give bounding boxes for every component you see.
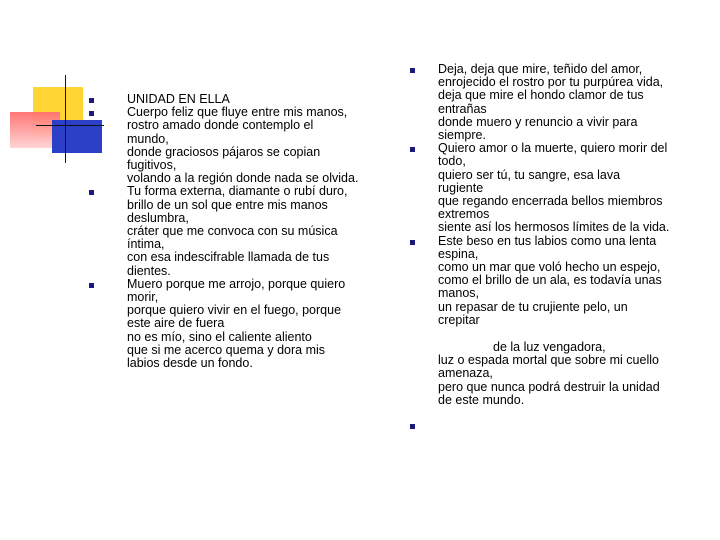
empty-bullet-item: [438, 419, 703, 433]
stanza-1: [127, 106, 392, 185]
text-line: íntima,: [127, 237, 165, 252]
text-line: Este beso en tus labios como una lenta: [438, 233, 657, 248]
decor-horizontal-line: [36, 125, 104, 126]
bullet-icon: [410, 424, 415, 429]
bullet-icon: [89, 190, 94, 195]
text-line: Tu forma externa, diamante o rubí duro,: [127, 184, 348, 199]
text-line: dientes.: [127, 263, 171, 278]
text-line: Quiero amor o la muerte, quiero morir del: [438, 141, 668, 156]
text-line: quiero ser tú, tu sangre, esa lava: [438, 167, 621, 182]
text-line: siempre.: [438, 128, 486, 143]
text-line: deja que mire el hondo clamor de tus: [438, 88, 644, 103]
text-line: rostro amado donde contemplo el: [127, 118, 314, 133]
text-line: brillo de un sol que entre mis manos: [127, 197, 328, 212]
text-line: de este mundo.: [438, 392, 525, 407]
bullet-icon: [410, 147, 415, 152]
text-line: labios desde un fondo.: [127, 356, 253, 371]
text-line: como el brillo de un ala, es todavía unas: [438, 273, 662, 288]
text-line: un repasar de tu crujiente pelo, un: [438, 299, 628, 314]
text-line: espina,: [438, 246, 479, 261]
stanza-7: [438, 341, 703, 407]
text-line: deslumbra,: [127, 210, 189, 225]
text-line: porque quiero vivir en el fuego, porque: [127, 303, 342, 318]
text-line: donde muero y renuncio a vivir para: [438, 114, 638, 129]
text-line: que si me acerco quema y dora mis: [127, 342, 326, 357]
stanza-5: [438, 142, 703, 234]
bullet-icon: [89, 98, 94, 103]
text-line: donde graciosos pájaros se copian: [127, 144, 321, 159]
text-line: cráter que me convoca con su música: [127, 224, 338, 239]
text-line: todo,: [438, 154, 466, 169]
bullet-icon: [410, 240, 415, 245]
text-line: crepitar: [438, 312, 480, 327]
text-line: mundo,: [127, 131, 169, 146]
stanza-2: [127, 185, 392, 277]
text-line: extremos: [438, 207, 490, 222]
text-line: Cuerpo feliz que fluye entre mis manos,: [127, 105, 348, 120]
stanza-6: [438, 235, 703, 327]
text-line: no es mío, sino el caliente aliento: [127, 329, 312, 344]
text-line: Deja, deja que mire, teñido del amor,: [438, 62, 643, 76]
poem-title: UNIDAD EN ELLA: [127, 92, 230, 106]
text-line: morir,: [127, 290, 159, 305]
text-line: este aire de fuera: [127, 316, 225, 331]
text-line: que regando encerrada bellos miembros: [438, 194, 663, 209]
text-line: rugiente: [438, 180, 484, 195]
bullet-icon: [410, 68, 415, 73]
decor-vertical-line: [65, 75, 66, 163]
text-line: siente así los hermosos límites de la vida.: [438, 220, 670, 235]
left-text-column: [127, 93, 392, 370]
text-line: como un mar que voló hecho un espejo,: [438, 260, 661, 275]
text-line: amenaza,: [438, 366, 493, 381]
bullet-icon: [89, 283, 94, 288]
bullet-icon: [89, 111, 94, 116]
text-line-indented: de la luz vengadora,: [493, 340, 606, 355]
text-line: con esa indescifrable llamada de tus: [127, 250, 330, 265]
text-line: Muero porque me arrojo, porque quiero: [127, 276, 346, 291]
text-line: fugitivos,: [127, 158, 177, 173]
stanza-4: [438, 63, 703, 142]
text-line: volando a la región donde nada se olvida.: [127, 171, 359, 186]
right-text-column: [438, 63, 703, 433]
text-line: manos,: [438, 286, 479, 301]
text-line: enrojecido el rostro por tu purpúrea vida,: [438, 75, 664, 90]
text-line: pero que nunca podrá destruir la unidad: [438, 379, 660, 394]
text-line: luz o espada mortal que sobre mi cuello: [438, 353, 659, 368]
text-line: entrañas: [438, 101, 487, 116]
stanza-3: [127, 278, 392, 370]
